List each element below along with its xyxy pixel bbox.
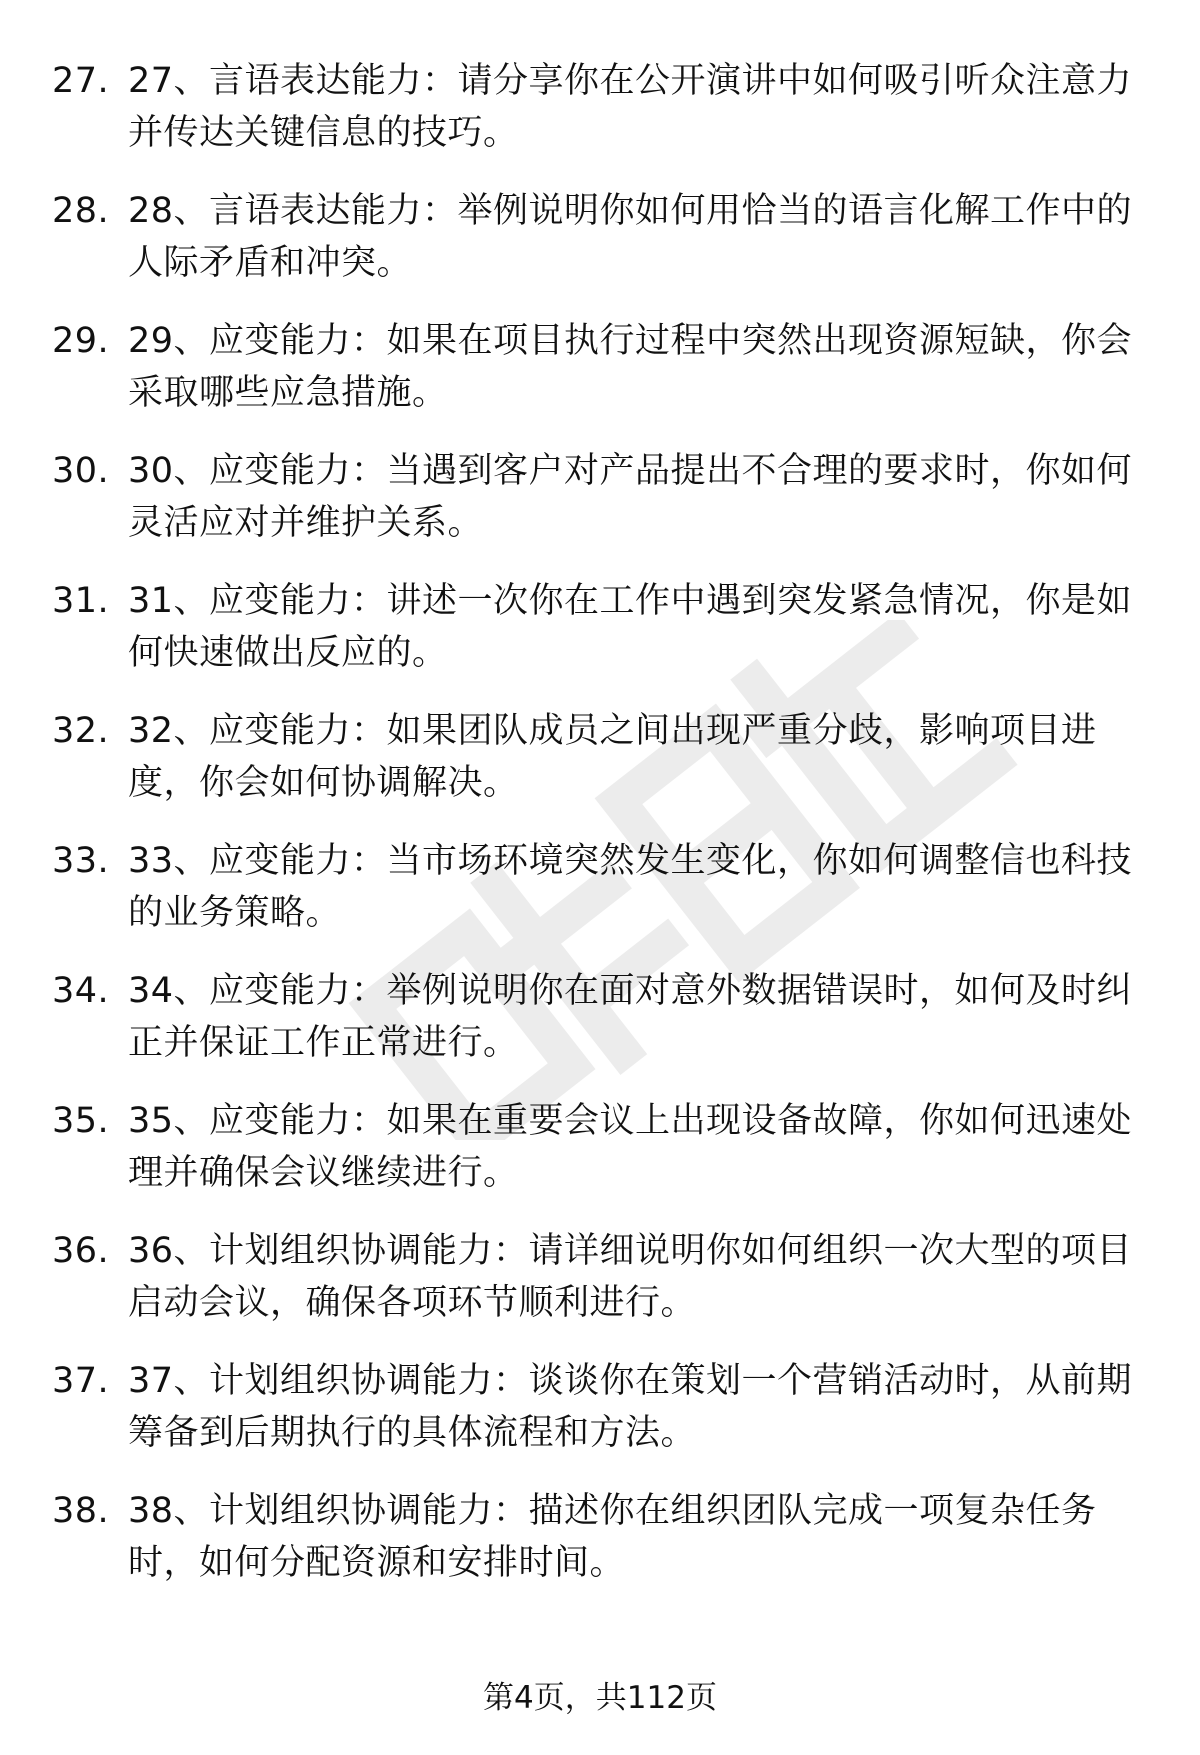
question-text: 33、应变能力：当市场环境突然发生变化，你如何调整信也科技的业务策略。 <box>128 841 1133 933</box>
question-text: 36、计划组织协调能力：请详细说明你如何组织一次大型的项目启动会议，确保各项环节顺利进行。 <box>128 1231 1133 1323</box>
list-item <box>0 1355 1200 1485</box>
question-number: 31. <box>52 581 110 621</box>
list-item <box>0 55 1200 185</box>
question-text: 29、应变能力：如果在项目执行过程中突然出现资源短缺，你会采取哪些应急措施。 <box>128 321 1133 413</box>
list-item <box>0 445 1200 575</box>
question-number: 38. <box>52 1491 110 1531</box>
question-text: 31、应变能力：讲述一次你在工作中遇到突发紧急情况，你是如何快速做出反应的。 <box>128 581 1133 673</box>
page-footer: 第4页，共112页 <box>483 1680 717 1716</box>
question-list <box>0 55 1200 1615</box>
list-item <box>0 965 1200 1095</box>
question-text: 27、言语表达能力：请分享你在公开演讲中如何吸引听众注意力并传达关键信息的技巧。 <box>128 61 1133 153</box>
question-text: 28、言语表达能力：举例说明你如何用恰当的语言化解工作中的人际矛盾和冲突。 <box>128 191 1133 283</box>
question-number: 30. <box>52 451 110 491</box>
question-number: 33. <box>52 841 110 881</box>
question-text: 30、应变能力：当遇到客户对产品提出不合理的要求时，你如何灵活应对并维护关系。 <box>128 451 1133 543</box>
question-number: 34. <box>52 971 110 1011</box>
list-item <box>0 705 1200 835</box>
question-number: 35. <box>52 1101 110 1141</box>
question-text: 37、计划组织协调能力：谈谈你在策划一个营销活动时，从前期筹备到后期执行的具体流程和方法。 <box>128 1361 1133 1453</box>
question-number: 37. <box>52 1361 110 1401</box>
list-item <box>0 1485 1200 1615</box>
question-text: 34、应变能力：举例说明你在面对意外数据错误时，如何及时纠正并保证工作正常进行。 <box>128 971 1133 1063</box>
list-item <box>0 575 1200 705</box>
question-text: 38、计划组织协调能力：描述你在组织团队完成一项复杂任务时，如何分配资源和安排时间。 <box>128 1491 1097 1583</box>
list-item <box>0 185 1200 315</box>
question-text: 32、应变能力：如果团队成员之间出现严重分歧，影响项目进度，你会如何协调解决。 <box>128 711 1097 803</box>
question-number: 32. <box>52 711 110 751</box>
question-number: 27. <box>52 61 110 101</box>
question-number: 29. <box>52 321 110 361</box>
question-number: 28. <box>52 191 110 231</box>
question-text: 35、应变能力：如果在重要会议上出现设备故障，你如何迅速处理并确保会议继续进行。 <box>128 1101 1133 1193</box>
question-number: 36. <box>52 1231 110 1271</box>
list-item <box>0 1225 1200 1355</box>
list-item <box>0 315 1200 445</box>
list-item <box>0 835 1200 965</box>
list-item <box>0 1095 1200 1225</box>
